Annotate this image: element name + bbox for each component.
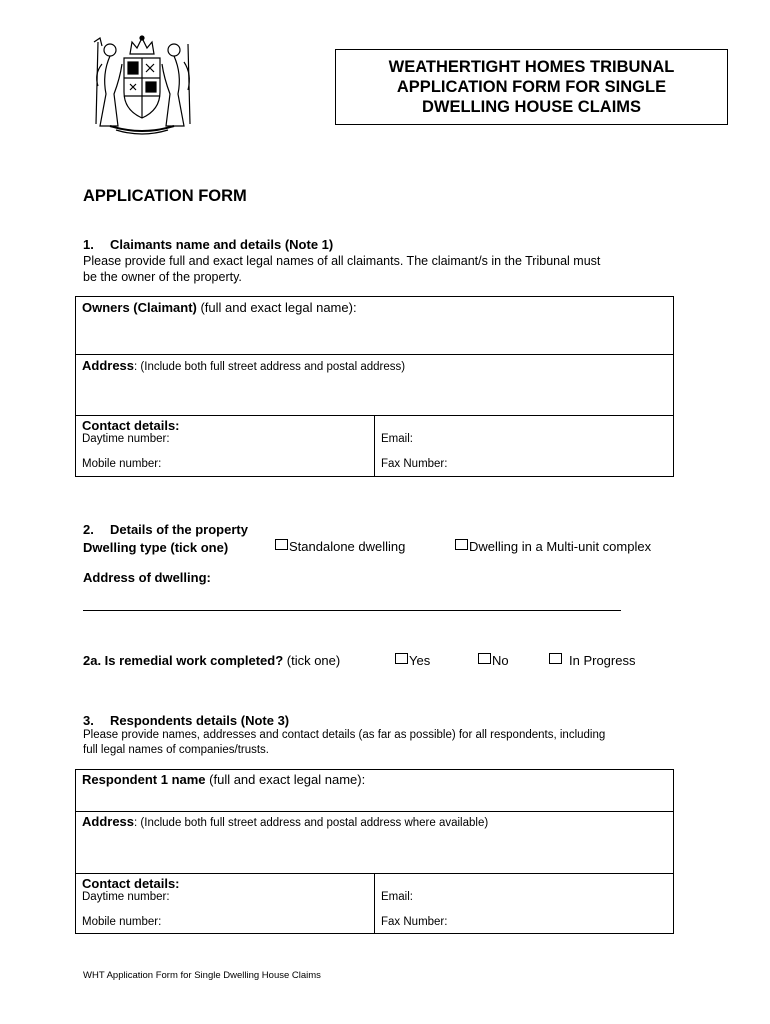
claimant-contact-left[interactable] [76,416,375,477]
respondent-contact-label: Contact details: [82,876,180,891]
section2-heading [83,522,248,537]
standalone-checkbox[interactable] [275,539,288,550]
section3-intro-line2: full legal names of companies/trusts. [83,744,270,756]
section1-number: 1. [83,237,94,252]
respondent-address-hint: : (Include both full street address and postal address where available) [134,817,489,829]
dwelling-address-label: Address of dwelling: [83,570,211,585]
claimant-mobile-label: Mobile number: [82,458,162,470]
claimant-address-label: Address [82,358,135,373]
section1-heading [83,237,333,252]
page-footer: WHT Application Form for Single Dwelling House Claims [83,970,321,981]
multi-unit-checkbox[interactable] [455,539,468,550]
respondent-contact-right[interactable] [375,874,674,934]
remedial-progress-checkbox[interactable] [549,653,562,664]
remedial-yes-checkbox[interactable] [395,653,408,664]
page-title: APPLICATION FORM [83,187,247,205]
remedial-progress-option[interactable] [549,653,635,668]
section1-intro-line2: be the owner of the property. [83,270,242,284]
respondent-name-label: Respondent 1 name [82,772,206,787]
section3-title: Respondents details (Note 3) [110,713,290,728]
remedial-no-option[interactable] [478,653,509,668]
remedial-no-label: No [492,653,509,668]
remedial-question [83,653,340,668]
standalone-label: Standalone dwelling [289,539,406,554]
owners-hint: (full and exact legal name): [196,300,357,315]
owners-field[interactable] [76,297,674,355]
claimant-fax-label: Fax Number: [381,458,448,470]
form-title-box [335,49,728,125]
section1-intro-line1: Please provide full and exact legal names of all claimants. The claimant/s in the Tribunal must [83,254,601,268]
respondent-address-field[interactable] [76,812,674,874]
section3-number: 3. [83,713,94,728]
remedial-label: 2a. Is remedial work completed? [83,653,284,668]
respondent-fax-label: Fax Number: [381,916,448,928]
remedial-yes-option[interactable] [395,653,430,668]
respondent-email-label: Email: [381,891,413,903]
multi-unit-label: Dwelling in a Multi-unit complex [469,539,652,554]
section3-intro [83,728,605,758]
remedial-no-checkbox[interactable] [478,653,491,664]
respondent-daytime-label: Daytime number: [82,891,170,903]
respondent-table [75,769,674,934]
remedial-progress-label: In Progress [569,653,636,668]
claimant-address-field[interactable] [76,355,674,416]
section2-number: 2. [83,522,94,537]
respondent-name-hint: (full and exact legal name): [205,772,366,787]
title-line-2: APPLICATION FORM FOR SINGLE [396,78,667,96]
dwelling-address-line[interactable] [83,610,621,611]
claimant-daytime-label: Daytime number: [82,433,170,445]
section3-heading [83,713,289,728]
section2-title: Details of the property [110,522,248,537]
section1-intro [83,253,600,285]
title-line-3: DWELLING HOUSE CLAIMS [421,98,642,116]
section3-intro-line1: Please provide names, addresses and contact details (as far as possible) for all respondents, including [83,729,606,741]
respondent-address-label: Address [82,814,135,829]
respondent-mobile-label: Mobile number: [82,916,162,928]
nz-coat-of-arms-icon [80,34,204,138]
respondent-contact-left[interactable] [76,874,375,934]
title-line-1: WEATHERTIGHT HOMES TRIBUNAL [388,58,675,76]
respondent-name-field[interactable] [76,770,674,812]
remedial-hint: (tick one) [283,653,341,668]
claimant-contact-label: Contact details: [82,418,180,433]
owners-label: Owners (Claimant) [82,300,197,315]
remedial-yes-label: Yes [409,653,431,668]
claimant-address-hint: : (Include both full street address and postal address) [134,361,406,373]
multi-unit-option[interactable] [455,539,651,554]
claimant-email-label: Email: [381,433,413,445]
dwelling-type-label: Dwelling type (tick one) [83,540,229,555]
section1-title: Claimants name and details (Note 1) [110,237,334,252]
claimant-table [75,296,674,477]
claimant-contact-right[interactable] [375,416,674,477]
standalone-option[interactable] [275,539,405,554]
